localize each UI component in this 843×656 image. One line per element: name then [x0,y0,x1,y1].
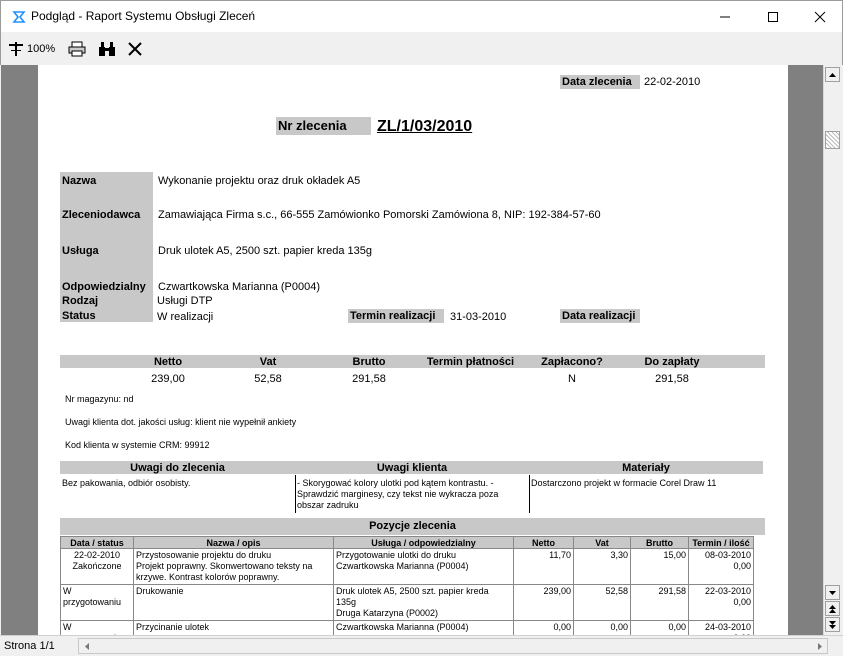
totals-brutto: 291,58 [352,373,386,385]
odpowiedzialny-value: Czwartkowska Marianna (P0004) [158,281,321,293]
row-status: W przygotowaniu [63,586,122,607]
row-termin: 24-03-2010 [704,622,751,632]
status-value: W realizacji [157,311,214,323]
minimize-icon [720,12,730,22]
totals-vat: 52,58 [254,373,282,385]
nr-zlecenia-value: ZL/1/03/2010 [377,118,473,135]
row-brutto: 15,00 [631,549,689,585]
totals-header-vat: Vat [259,356,277,368]
status-bar [0,635,843,656]
binoculars-icon [98,41,116,57]
notes-divider-1 [295,475,296,513]
arrow-up-icon [829,73,836,77]
col-netto: Netto [514,537,574,549]
col-usluga: Usługa / odpowiedzialny [334,537,514,549]
row-vat: 3,30 [574,549,631,585]
totals-netto: 239,00 [151,373,185,385]
totals-do-zaplaty: 291,58 [655,373,689,385]
row-desc: Projekt poprawny. Skonwertowano teksty na krzywe. Kontrast kolorów poprawny. [136,561,313,582]
row-termin: 22-03-2010 [704,586,751,596]
maximize-icon [768,12,778,22]
totals-header-netto: Netto [153,356,183,368]
page-down-button[interactable] [825,617,840,632]
positions-title: Pozycje zlecenia [369,520,456,532]
row-service: Przygotowanie ulotki do druku [336,550,457,560]
row-person: Druga Katarzyna (P0002) [336,608,439,618]
notes-header-materialy: Materiały [622,462,670,474]
row-brutto: 291,58 [631,585,689,621]
col-termin-ilosc: Termin / ilość [689,537,754,549]
materialy-text: Dostarczono projekt w formacie Corel Draw 11 [531,478,717,488]
nazwa-value: Wykonanie projektu oraz druk okładek A5 [158,175,361,187]
nazwa-label: Nazwa [62,175,97,187]
row-person: Czwartkowska Marianna (P0004) [336,561,469,571]
vertical-scrollbar[interactable] [823,65,841,635]
col-data-status: Data / status [61,537,134,549]
scroll-thumb-grip [826,132,839,148]
col-nazwa-opis: Nazwa / opis [134,537,334,549]
row-service: Druk ulotek A5, 2500 szt. papier kreda 135g [336,586,489,607]
totals-zaplacono: N [568,373,576,385]
termin-realizacji-value: 31-03-2010 [450,311,507,323]
arrow-right-icon [818,643,822,650]
row-ilosc: 0,00 [733,597,751,607]
totals-header-zaplacono: Zapłacono? [541,356,603,368]
double-arrow-down-icon [829,621,836,629]
horizontal-scrollbar[interactable] [78,638,828,654]
table-row [61,549,754,585]
arrow-down-icon [829,591,836,595]
find-button[interactable] [98,40,116,58]
page-indicator: Strona 1/1 [4,640,55,652]
totals-header-do-zaplaty: Do zapłaty [644,356,700,368]
row-termin: 08-03-2010 [704,550,751,560]
data-realizacji-label: Data realizacji [560,309,640,323]
positions-table [60,536,754,646]
close-preview-icon [128,42,142,56]
nr-zlecenia-label: Nr zlecenia [276,117,371,135]
kod-klienta: Kod klienta w systemie CRM: 99912 [65,440,210,450]
zoom-button[interactable] [9,40,55,58]
col-brutto: Brutto [631,537,689,549]
notes-divider-2 [529,475,530,513]
zleceniodawca-value: Zamawiająca Firma s.c., 66-555 Zamówionko Pomorski Zamówiona 8, NIP: 192-384-57-60 [158,209,601,221]
status-label: Status [62,310,96,322]
rodzaj-value: Usługi DTP [157,295,213,307]
uwagi-jakosci: Uwagi klienta dot. jakości usług: klient nie wypełnił ankiety [65,417,297,427]
zleceniodawca-label: Zleceniodawca [62,209,141,221]
row-vat: 0,00 [574,621,631,646]
arrow-left-icon [85,643,89,650]
termin-realizacji-label: Termin realizacji [348,309,444,323]
nr-magazynu: Nr magazynu: nd [65,394,134,404]
rodzaj-label: Rodzaj [62,295,99,307]
uwagi-klienta-text: - Skorygować kolory ulotki pod kątem kontrastu. - Sprawdzić marginesy, czy tekst nie wykracza poza obszar zadruku [297,478,499,510]
double-arrow-up-icon [829,605,836,613]
scroll-thumb[interactable] [825,131,840,149]
row-netto: 0,00 [514,621,574,646]
row-service: Czwartkowska Marianna (P0004) [336,622,469,632]
print-button[interactable] [68,40,86,58]
data-zlecenia-value: 22-02-2010 [644,76,701,88]
col-vat: Vat [574,537,631,549]
minimize-button[interactable] [702,1,748,33]
row-status: W [63,622,72,632]
title-bar [0,0,843,32]
row-netto: 11,70 [514,549,574,585]
scroll-right-button[interactable] [812,639,827,653]
row-brutto: 0,00 [631,621,689,646]
row-name: Przystosowanie projektu do druku [136,550,272,560]
data-zlecenia-label: Data zlecenia [560,75,640,89]
close-window-button[interactable] [797,1,843,33]
notes-header-uwagi-klienta: Uwagi klienta [376,462,448,474]
app-icon [11,9,27,25]
row-vat: 52,58 [574,585,631,621]
odpowiedzialny-label: Odpowiedzialny [62,281,146,293]
scroll-left-button[interactable] [79,639,94,653]
totals-header-termin: Termin płatności [426,356,515,368]
usluga-value: Druk ulotek A5, 2500 szt. papier kreda 135g [158,245,373,257]
row-name: Drukowanie [136,586,184,596]
toolbar [0,32,843,65]
table-row [61,585,754,621]
row-date: 22-02-2010 [73,550,121,560]
row-name: Przycinanie ulotek [136,622,210,632]
positions-header-row [61,537,754,549]
maximize-button[interactable] [750,1,796,33]
notes-header-uwagi-zlecenia: Uwagi do zlecenia [130,462,225,474]
page-up-button[interactable] [825,601,840,616]
scroll-up-button[interactable] [825,67,840,82]
row-netto: 239,00 [514,585,574,621]
scroll-down-button[interactable] [825,585,840,600]
close-preview-button[interactable] [128,40,142,58]
window-title: Podgląd - Raport Systemu Obsługi Zleceń [31,9,256,23]
zoom-label: 100% [27,43,56,55]
usluga-label: Usługa [62,245,99,257]
printer-icon [68,41,86,57]
preview-area [1,65,823,635]
row-status: Zakończone [72,561,122,571]
row-ilosc: 0,00 [733,561,751,571]
close-icon [815,12,825,22]
zoom-icon [9,42,23,56]
report-page [38,65,788,635]
totals-header-brutto: Brutto [352,356,386,368]
uwagi-zlecenia-text: Bez pakowania, odbiór osobisty. [62,478,191,488]
